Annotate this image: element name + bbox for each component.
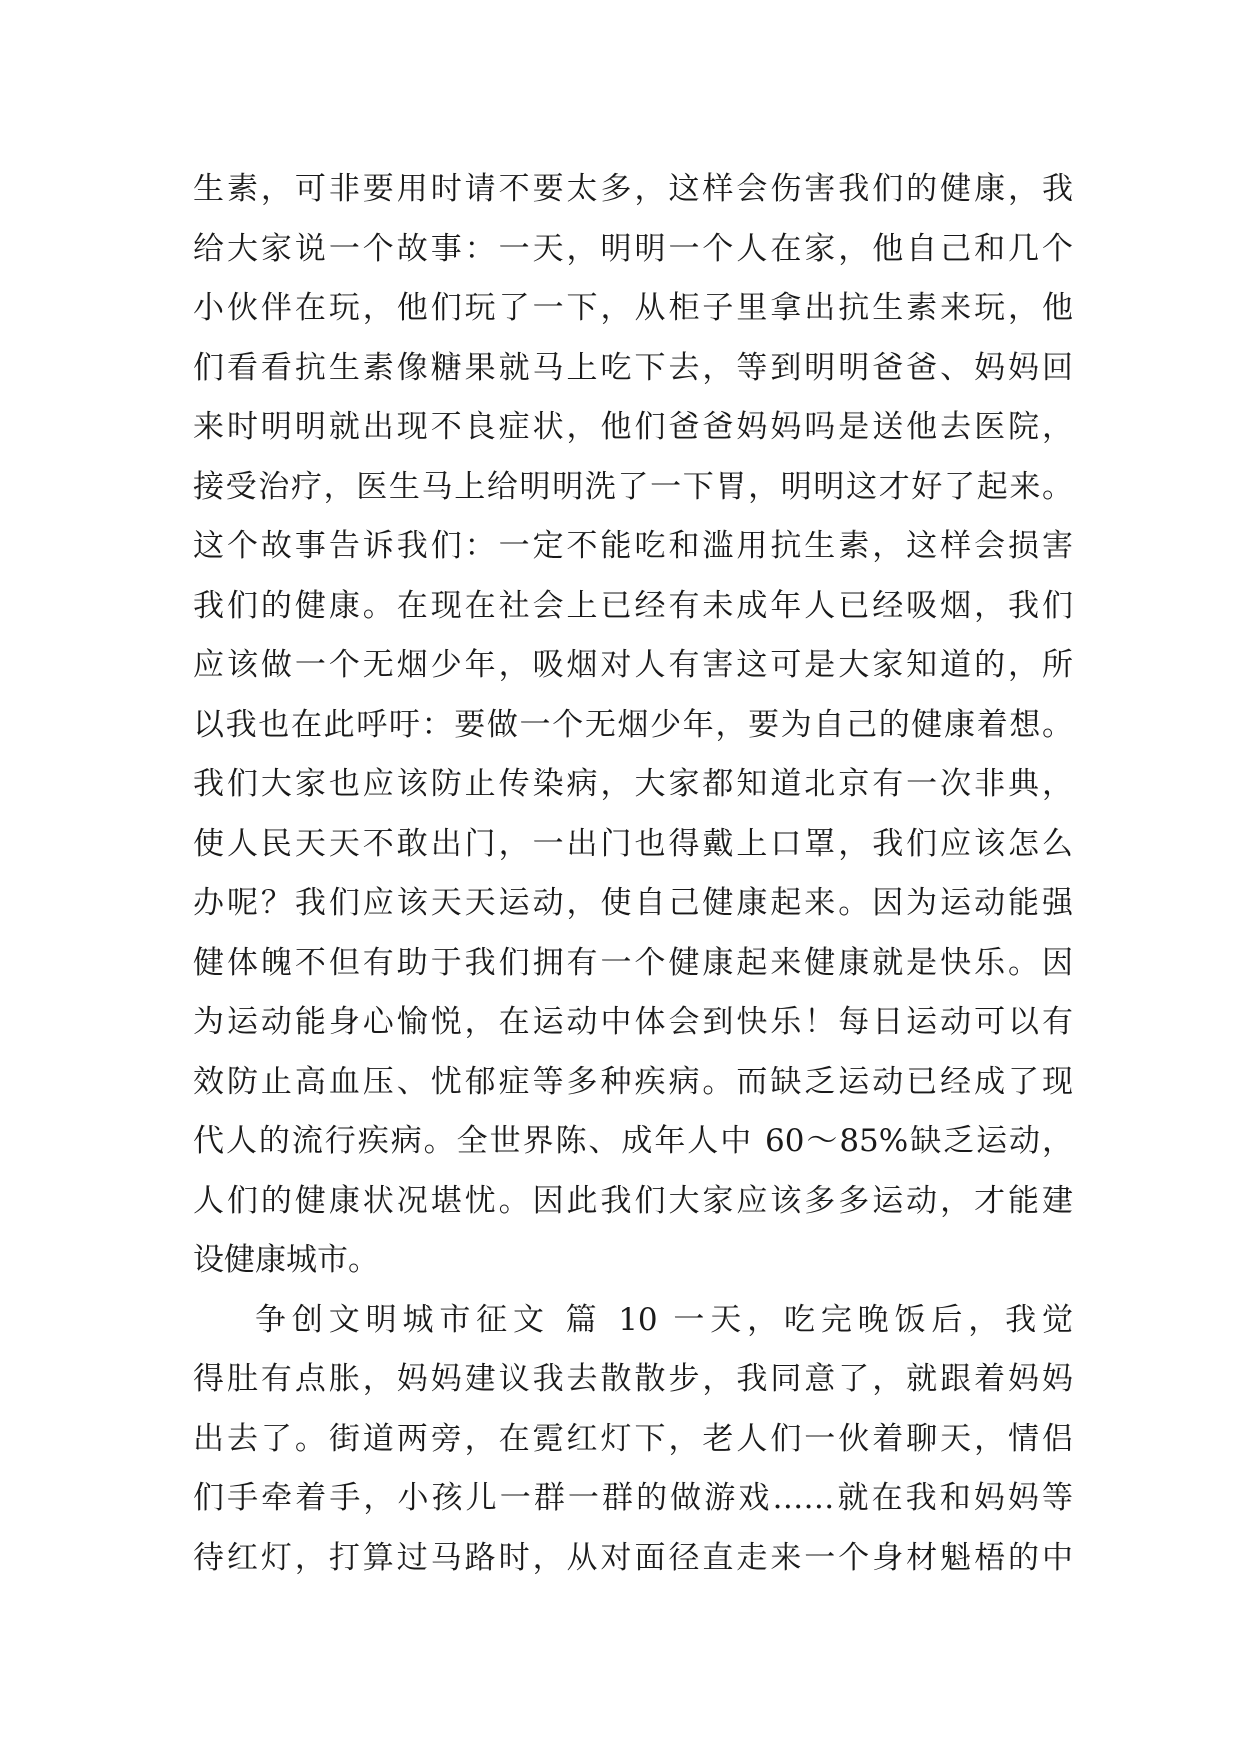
text-line: 待红灯，打算过马路时，从对面径直走来一个身材魁梧的中 xyxy=(193,1539,1073,1576)
text-line: 来时明明就出现不良症状，他们爸爸妈妈吗是送他去医院， xyxy=(193,409,1073,445)
text-line: 效防止高血压、忧郁症等多种疾病。而缺乏运动已经成了现 xyxy=(193,1063,1073,1100)
text-line: 我们大家也应该防止传染病，大家都知道北京有一次非典， xyxy=(193,766,1073,802)
text-line: 代人的流行疾病。全世界陈、成年人中 60～85%缺乏运动， xyxy=(193,1123,1073,1159)
text-line: 以我也在此呼吁：要做一个无烟少年，要为自己的健康着想。 xyxy=(193,706,1073,743)
text-line: 为运动能身心愉悦，在运动中体会到快乐！每日运动可以有 xyxy=(193,1004,1073,1040)
text-line: 出去了。街道两旁，在霓红灯下，老人们一伙着聊天，情侣 xyxy=(193,1420,1073,1457)
text-line: 接受治疗，医生马上给明明洗了一下胃，明明这才好了起来。 xyxy=(193,468,1073,505)
text-line-paragraph-end: 设健康城市。 xyxy=(193,1242,379,1278)
text-line: 们手牵着手，小孩儿一群一群的做游戏……就在我和妈妈等 xyxy=(193,1480,1073,1516)
text-line: 使人民天天不敢出门，一出门也得戴上口罩，我们应该怎么 xyxy=(193,825,1073,862)
text-line: 办呢？我们应该天天运动，使自己健康起来。因为运动能强 xyxy=(193,885,1073,921)
text-line: 这个故事告诉我们：一定不能吃和滥用抗生素，这样会损害 xyxy=(193,528,1073,564)
text-line: 我们的健康。在现在社会上已经有未成年人已经吸烟，我们 xyxy=(193,587,1073,624)
text-line: 得肚有点胀，妈妈建议我去散散步，我同意了，就跟着妈妈 xyxy=(193,1361,1073,1397)
text-line: 小伙伴在玩，他们玩了一下，从柜子里拿出抗生素来玩，他 xyxy=(193,290,1073,326)
text-line: 人们的健康状况堪忧。因此我们大家应该多多运动，才能建 xyxy=(193,1182,1073,1219)
text-line: 们看看抗生素像糖果就马上吃下去，等到明明爸爸、妈妈回 xyxy=(193,349,1073,386)
text-line: 健体魄不但有助于我们拥有一个健康起来健康就是快乐。因 xyxy=(193,944,1073,981)
section-heading-line: 争创文明城市征文 篇 10 一天，吃完晚饭后，我觉 xyxy=(255,1301,1073,1338)
body-text xyxy=(193,160,1073,1588)
text-line: 生素，可非要用时请不要太多，这样会伤害我们的健康，我 xyxy=(193,171,1073,207)
text-line: 给大家说一个故事：一天，明明一个人在家，他自己和几个 xyxy=(193,230,1073,267)
text-line: 应该做一个无烟少年，吸烟对人有害这可是大家知道的，所 xyxy=(193,647,1073,683)
